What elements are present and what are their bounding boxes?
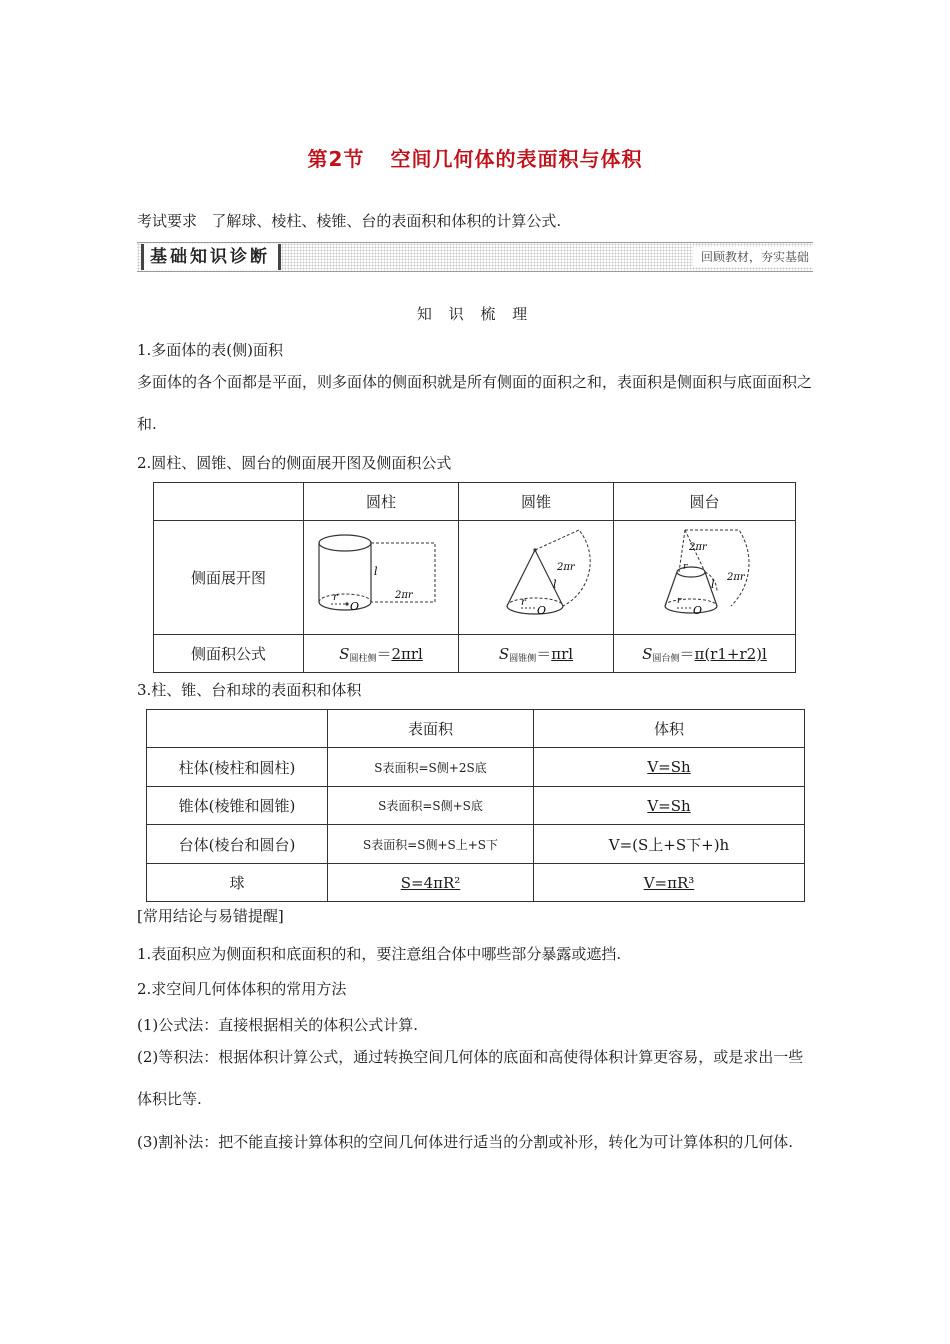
knowledge-heading: 知 识 梳 理	[416, 305, 534, 323]
table2-volume-formula	[534, 787, 805, 825]
cone-r-label: r	[521, 596, 526, 608]
table2-volume-formula	[534, 748, 805, 787]
frustum-formula-answer: π(r1+r2)l	[694, 645, 767, 663]
table2-volume-answer: V=Sh	[647, 796, 691, 815]
cone-arc-label: 2πr	[557, 561, 575, 573]
cone-net-cell	[459, 521, 614, 635]
cylinder-net-cell	[304, 521, 459, 635]
banner-subtitle: 回顾教材，夯实基础	[693, 247, 813, 267]
frustum-r2-label: r	[676, 595, 681, 606]
table2-volume-answer: V=πR³	[643, 873, 695, 892]
cylinder-l-label: l	[374, 564, 378, 578]
table2-corner	[147, 710, 328, 748]
frustum-l-label: l	[710, 577, 715, 591]
frustum-arc2-label: 2πr	[726, 571, 745, 583]
tip-2: 2.求空间几何体体积的常用方法	[137, 980, 347, 998]
section-banner	[137, 242, 813, 272]
table1-header-cone: 圆锥	[459, 483, 614, 521]
cylinder-formula-sub: 圆柱侧	[349, 654, 377, 664]
table2-row-label: 锥体(棱锥和圆锥)	[147, 787, 328, 825]
table2-row-label: 台体(棱台和圆台)	[147, 825, 328, 864]
table1-header-cylinder: 圆柱	[304, 483, 459, 521]
cylinder-lateral-formula: $S_{圆柱侧}=2\pi rl$	[304, 635, 459, 673]
table2-area-formula: S表面积=S侧+2S底	[328, 748, 534, 787]
cone-o-label: O	[537, 603, 547, 617]
table2-area-answer: S=4πR²	[400, 873, 461, 892]
table2-row-label: 柱体(棱柱和圆柱)	[147, 748, 328, 787]
table2-area-formula	[328, 864, 534, 902]
table2-row-label: 球	[147, 864, 328, 902]
table1-row-label-net: 侧面展开图	[154, 521, 304, 635]
lateral-area-table	[153, 482, 796, 673]
area-volume-table	[146, 709, 805, 902]
table2-header-volume: 体积	[534, 710, 805, 748]
cylinder-o-label: O	[350, 599, 360, 613]
tip-1: 1.表面积应为侧面积和底面积的和，要注意组合体中哪些部分暴露或遮挡.	[137, 945, 622, 963]
cone-lateral-formula: $S_{圆锥侧}=\pi rl$	[459, 635, 614, 673]
frustum-formula-sub: 圆台侧	[652, 654, 680, 664]
cone-formula-answer: πrl	[551, 645, 574, 663]
cylinder-r-label: r	[333, 591, 338, 603]
cylinder-formula-answer: 2πrl	[391, 645, 423, 663]
table2-header-area: 表面积	[328, 710, 534, 748]
item-2-heading: 2.圆柱、圆锥、圆台的侧面展开图及侧面积公式	[137, 454, 452, 472]
tip-4: (2)等积法：根据体积计算公式，通过转换空间几何体的底面和高使得体积计算更容易，或是求出一些体积比等.	[137, 1048, 804, 1108]
cone-net-figure	[471, 526, 601, 626]
table1-header-frustum: 圆台	[614, 483, 796, 521]
tips-heading: [常用结论与易错提醒]	[137, 907, 284, 925]
table1-corner	[154, 483, 304, 521]
frustum-r1-label: r	[682, 561, 687, 572]
frustum-o-label: O	[692, 603, 702, 617]
table1-row-label-formula: 侧面积公式	[154, 635, 304, 673]
cylinder-net-figure	[311, 526, 451, 626]
table2-volume-formula: V=(S上+S下+)h	[534, 825, 805, 864]
table2-volume-answer: V=Sh	[647, 758, 691, 776]
table2-area-formula: S表面积=S侧+S上+S下	[328, 825, 534, 864]
tip-3: (1)公式法：直接根据相关的体积公式计算.	[137, 1016, 419, 1034]
section-number: 第2节	[307, 147, 365, 171]
frustum-net-figure	[635, 526, 775, 626]
item-3-heading: 3.柱、锥、台和球的表面积和体积	[137, 681, 362, 699]
section-name: 空间几何体的表面积与体积	[390, 147, 643, 171]
frustum-arc1-label: 2πr	[688, 541, 707, 553]
exam-requirement	[137, 210, 561, 231]
frustum-lateral-formula: $S_{圆台侧}=\pi(r1+r2)l$	[614, 635, 796, 673]
requirement-label: 考试要求	[137, 212, 198, 230]
table2-area-formula: S表面积=S侧+S底	[328, 787, 534, 825]
banner-label: 基础知识诊断	[141, 244, 281, 270]
frustum-net-cell	[614, 521, 796, 635]
cylinder-arc-label: 2πr	[395, 589, 413, 601]
tip-5: (3)割补法：把不能直接计算体积的空间几何体进行适当的分割或补形，转化为可计算体积的几何体.	[137, 1133, 794, 1151]
cone-l-label: l	[553, 577, 557, 591]
table2-volume-formula	[534, 864, 805, 902]
item-1-paragraph: 多面体的各个面都是平面，则多面体的侧面积就是所有侧面的面积之和，表面积是侧面积与底面面积之和.	[137, 373, 813, 433]
page-title	[0, 143, 950, 172]
cone-formula-sub: 圆锥侧	[509, 654, 537, 664]
item-1-heading: 1.多面体的表(侧)面积	[137, 341, 284, 359]
requirement-text: 了解球、棱柱、棱锥、台的表面积和体积的计算公式.	[211, 212, 562, 230]
